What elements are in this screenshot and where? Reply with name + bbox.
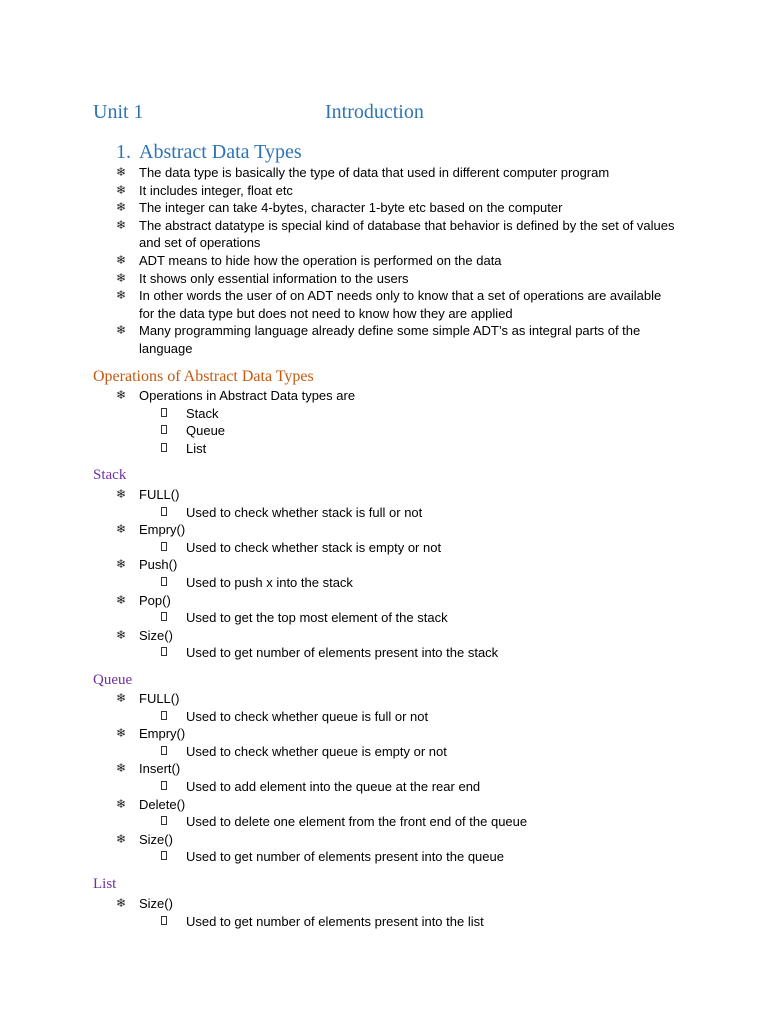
list-item: ❄ FULL() (116, 691, 180, 706)
list-item: ❄ It includes integer, float etc (116, 182, 293, 198)
snowflake-bullet-icon: ❄ (116, 627, 127, 642)
sub-list-item: Used to get number of elements present into the stack (0, 644, 679, 662)
list-item: ❄ It shows only essential information to the users (116, 270, 409, 286)
sub-list-item: Stack (0, 405, 679, 423)
list-ops-list (0, 895, 679, 930)
sub-list-item: Used to delete one element from the front end of the queue (0, 813, 679, 831)
box-bullet-icon (161, 507, 167, 516)
box-bullet-icon (161, 851, 167, 860)
section-title: Abstract Data Types (139, 141, 302, 163)
sub-list-item: List (0, 440, 679, 458)
snowflake-bullet-icon: ❄ (116, 691, 127, 705)
operations-list (0, 387, 679, 457)
list-item: ❄ ADT means to hide how the operation is performed on the data (116, 252, 502, 268)
snowflake-bullet-icon: ❄ (116, 592, 127, 607)
box-bullet-icon (161, 916, 167, 925)
snowflake-bullet-icon: ❄ (116, 165, 127, 179)
operations-heading: Operations of Abstract Data Types (93, 368, 314, 385)
snowflake-bullet-icon: ❄ (116, 323, 127, 338)
queue-heading: Queue (93, 672, 133, 688)
snowflake-bullet-icon: ❄ (116, 831, 127, 846)
list-item: ❄ FULL() (116, 487, 180, 502)
list-item: ❄ Size() (116, 896, 173, 911)
snowflake-bullet-icon: ❄ (116, 182, 127, 197)
sub-list-item: Used to check whether queue is empty or not (0, 743, 679, 761)
snowflake-bullet-icon: ❄ (116, 270, 127, 285)
section-number: 1. (116, 141, 131, 163)
list-item: ❄ Size() (116, 831, 173, 847)
sub-list-item: Used to check whether queue is full or not (0, 708, 679, 726)
snowflake-bullet-icon: ❄ (116, 388, 127, 402)
list-item: ❄ Size() (116, 627, 173, 643)
list-item: ❄ Many programming language already define some simple ADT’s as integral parts of the language (116, 323, 641, 356)
sub-list-item: Used to push x into the stack (0, 574, 679, 592)
sub-list-item: Used to add element into the queue at the rear end (0, 778, 679, 796)
box-bullet-icon (161, 746, 167, 755)
stack-ops-list (0, 486, 679, 662)
sub-list-item: Used to check whether stack is empty or not (0, 539, 679, 557)
snowflake-bullet-icon: ❄ (116, 726, 127, 741)
list-item: ❄ The data type is basically the type of data that used in different computer program (116, 165, 610, 180)
snowflake-bullet-icon: ❄ (116, 557, 127, 572)
sub-list-item: Queue (0, 422, 679, 440)
sub-list-item: Used to get number of elements present into the queue (0, 848, 679, 866)
list-item: ❄ Push() (116, 557, 178, 573)
unit-label: Unit 1 (93, 101, 144, 123)
box-bullet-icon (161, 647, 167, 656)
sub-list-item: Used to get number of elements present into the list (0, 913, 679, 931)
box-bullet-icon (161, 542, 167, 551)
snowflake-bullet-icon: ❄ (116, 761, 127, 776)
list-item: ❄ Empry() (116, 522, 186, 538)
list-item: ❄ The integer can take 4-bytes, character 1-byte etc based on the computer (116, 200, 563, 216)
queue-ops-list (0, 690, 679, 866)
section-heading-adt (116, 141, 302, 164)
snowflake-bullet-icon: ❄ (116, 288, 127, 303)
sub-list-item: Used to get the top most element of the stack (0, 609, 679, 627)
list-item: ❄ Pop() (116, 592, 171, 608)
box-bullet-icon (161, 781, 167, 790)
snowflake-bullet-icon: ❄ (116, 796, 127, 811)
box-bullet-icon (161, 408, 167, 417)
list-item: ❄ Empry() (116, 726, 186, 742)
snowflake-bullet-icon: ❄ (116, 896, 127, 910)
snowflake-bullet-icon: ❄ (116, 217, 127, 232)
list-item: ❄ Insert() (116, 761, 181, 777)
box-bullet-icon (161, 816, 167, 825)
snowflake-bullet-icon: ❄ (116, 200, 127, 215)
snowflake-bullet-icon: ❄ (116, 252, 127, 267)
box-bullet-icon (161, 425, 167, 434)
unit-topic: Introduction (325, 101, 424, 123)
sub-list-item: Used to check whether stack is full or not (0, 504, 679, 522)
list-item: ❄ Delete() (116, 796, 186, 812)
box-bullet-icon (161, 711, 167, 720)
list-heading: List (93, 876, 117, 892)
snowflake-bullet-icon: ❄ (116, 487, 127, 501)
box-bullet-icon (161, 577, 167, 586)
list-item: ❄ The abstract datatype is special kind of database that behavior is defined by the set of values and set of operations (116, 217, 675, 251)
snowflake-bullet-icon: ❄ (116, 522, 127, 537)
box-bullet-icon (161, 612, 167, 621)
list-item: ❄ Operations in Abstract Data types are (116, 388, 356, 403)
adt-bullet-list (0, 164, 679, 358)
stack-heading: Stack (93, 467, 127, 483)
list-item: ❄ In other words the user of on ADT needs only to know that a set of operations are available for the data type but does not need to know how they are applied (116, 288, 662, 321)
box-bullet-icon (161, 443, 167, 452)
